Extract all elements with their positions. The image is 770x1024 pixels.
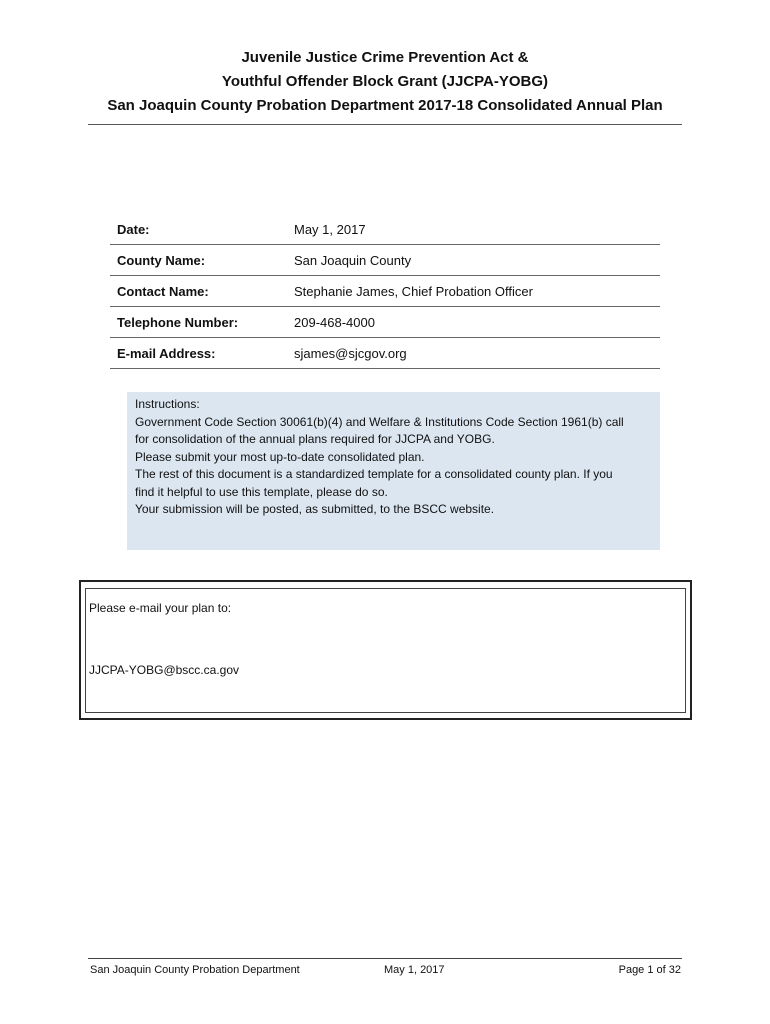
info-row-contact — [110, 276, 660, 307]
date-value: May 1, 2017 — [294, 221, 366, 237]
document-title — [88, 46, 682, 118]
footer-department: San Joaquin County Probation Department — [90, 964, 300, 976]
info-row-county — [110, 245, 660, 276]
submission-box-inner — [85, 588, 686, 713]
title-line-1: Juvenile Justice Crime Prevention Act & — [241, 49, 529, 66]
instructions-line: The rest of this document is a standardized template for a consolidated county plan. If you — [135, 467, 613, 481]
instructions-line: Please submit your most up-to-date consolidated plan. — [135, 449, 425, 464]
submission-email-link[interactable]: JJCPA-YOBG@bscc.ca.gov — [89, 663, 239, 677]
title-line-3: San Joaquin County Probation Department 2017-18 Consolidated Annual Plan — [107, 97, 663, 114]
contact-value: Stephanie James, Chief Probation Officer — [294, 283, 533, 299]
county-label: County Name: — [117, 252, 206, 268]
telephone-value: 209-468-4000 — [294, 314, 375, 330]
footer-divider — [88, 958, 682, 959]
county-value: San Joaquin County — [294, 252, 412, 268]
telephone-label: Telephone Number: — [117, 314, 239, 330]
email-label: E-mail Address: — [117, 345, 216, 361]
email-value[interactable]: sjames@sjcgov.org — [294, 345, 407, 361]
instructions-line: Your submission will be posted, as submitted, to the BSCC website. — [135, 502, 495, 516]
title-divider — [88, 124, 682, 125]
instructions-line: Government Code Section 30061(b)(4) and Welfare & Institutions Code Section 1961(b) call — [135, 414, 624, 429]
submission-prompt: Please e-mail your plan to: — [89, 601, 232, 615]
instructions-box — [127, 392, 660, 550]
footer-date: May 1, 2017 — [384, 964, 445, 976]
contact-info-table — [110, 214, 660, 369]
info-row-date — [110, 214, 660, 245]
info-row-email — [110, 338, 660, 369]
date-label: Date: — [117, 221, 150, 237]
title-line-2: Youthful Offender Block Grant (JJCPA-YOBG) — [221, 73, 549, 90]
instructions-line: for consolidation of the annual plans required for JJCPA and YOBG. — [135, 432, 495, 446]
instructions-line: find it helpful to use this template, please do so. — [135, 484, 388, 499]
contact-label: Contact Name: — [117, 283, 209, 299]
instructions-heading: Instructions: — [135, 397, 200, 411]
footer-page-number: Page 1 of 32 — [618, 964, 681, 976]
info-row-telephone — [110, 307, 660, 338]
submission-box — [79, 580, 692, 720]
